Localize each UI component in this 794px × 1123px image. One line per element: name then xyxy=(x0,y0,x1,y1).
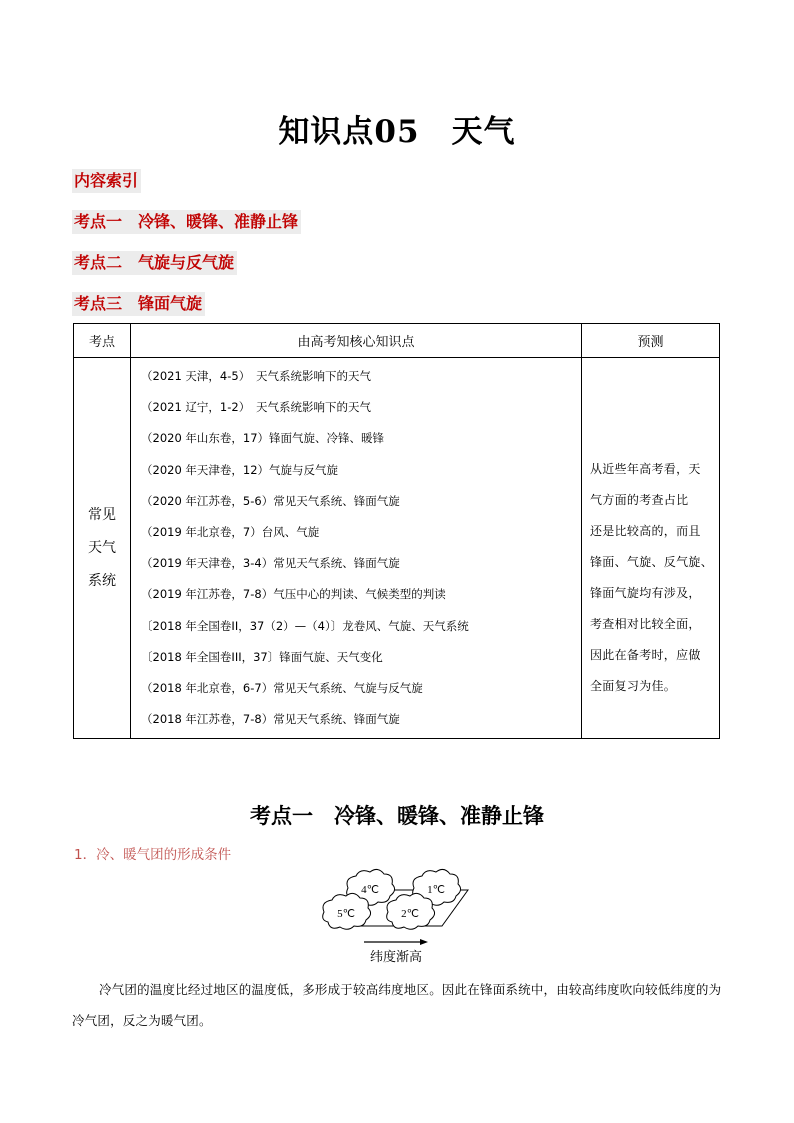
category-line: 常见 xyxy=(88,506,116,523)
header-prediction: 预测 xyxy=(582,324,720,358)
header-knowledge: 由高考知核心知识点 xyxy=(131,324,582,358)
body-paragraph: 冷气团的温度比经过地区的温度低，多形成于较高纬度地区。因此在锋面系统中，由较高纬度吹向较低纬度的为冷气团，反之为暖气团。 xyxy=(72,982,722,1028)
exam-item: （2020 年山东卷，17）锋面气旋、冷锋、暖锋 xyxy=(141,431,385,446)
exam-item: 〔2018 年全国卷III，37〕锋面气旋、天气变化 xyxy=(141,649,383,664)
page-title: 知识点05 天气 xyxy=(278,114,516,150)
prediction-line: 考查相对比较全面， xyxy=(590,617,701,631)
exam-item: （2021 天津，4-5） 天气系统影响下的天气 xyxy=(141,369,371,383)
arrow-label: 纬度渐高 xyxy=(369,950,423,965)
category-line: 系统 xyxy=(88,572,116,589)
arrow-right-icon xyxy=(364,939,428,945)
table-row xyxy=(74,358,720,739)
sub-heading: 1．冷、暖气团的形成条件 xyxy=(74,847,232,863)
exam-item: （2018 年北京卷，6-7）常见天气系统、气旋与反气旋 xyxy=(141,680,423,695)
section-title: 考点一 冷锋、暖锋、准静止锋 xyxy=(250,803,544,828)
exam-item: （2021 辽宁，1-2） 天气系统影响下的天气 xyxy=(141,400,371,415)
prediction-line: 锋面、气旋、反气旋、 xyxy=(590,555,714,569)
exam-item: （2019 年天津卷，3-4）常见天气系统、锋面气旋 xyxy=(141,556,400,571)
category-line: 天气 xyxy=(88,539,116,556)
exam-item: （2018 年江苏卷，7-8）常见天气系统、锋面气旋 xyxy=(141,712,400,727)
exam-item: （2020 年天津卷，12）气旋与反气旋 xyxy=(141,462,339,477)
cloud-label: 1℃ xyxy=(427,884,445,896)
prediction-line: 从近些年高考看，天 xyxy=(590,462,701,476)
exam-item: 〔2018 年全国卷II，37（2）—（4）〕龙卷风、气旋、天气系统 xyxy=(141,618,469,633)
toc-item-kaodian-1[interactable]: 考点一 冷锋、暖锋、准静止锋 xyxy=(72,210,301,234)
exam-item: （2019 年江苏卷，7-8）气压中心的判读、气候类型的判读 xyxy=(141,587,446,602)
knowledge-table xyxy=(73,323,720,739)
air-mass-diagram xyxy=(318,868,478,968)
category-cell xyxy=(74,358,131,739)
exam-item: （2020 年江苏卷，5-6）常见天气系统、锋面气旋 xyxy=(141,493,400,508)
cloud-label: 2℃ xyxy=(401,908,419,920)
prediction-line: 因此在备考时，应做 xyxy=(590,648,701,662)
toc-item-kaodian-2[interactable]: 考点二 气旋与反气旋 xyxy=(72,251,237,275)
cloud-label: 4℃ xyxy=(361,884,379,896)
cloud-5c xyxy=(323,893,371,929)
table-header-row xyxy=(74,324,720,358)
prediction-cell xyxy=(582,358,720,739)
prediction-line: 全面复习为佳。 xyxy=(590,679,677,693)
exam-items-cell xyxy=(131,358,582,739)
prediction-line: 锋面气旋均有涉及， xyxy=(590,586,701,600)
toc-item-kaodian-3[interactable]: 考点三 锋面气旋 xyxy=(72,292,205,316)
exam-item: （2019 年北京卷，7）台风、气旋 xyxy=(141,524,320,539)
cloud-label: 5℃ xyxy=(337,908,355,920)
toc-heading: 内容索引 xyxy=(72,169,141,193)
prediction-line: 还是比较高的，而且 xyxy=(590,524,701,538)
prediction-line: 气方面的考查占比 xyxy=(590,493,689,507)
header-kaodian: 考点 xyxy=(74,324,131,358)
